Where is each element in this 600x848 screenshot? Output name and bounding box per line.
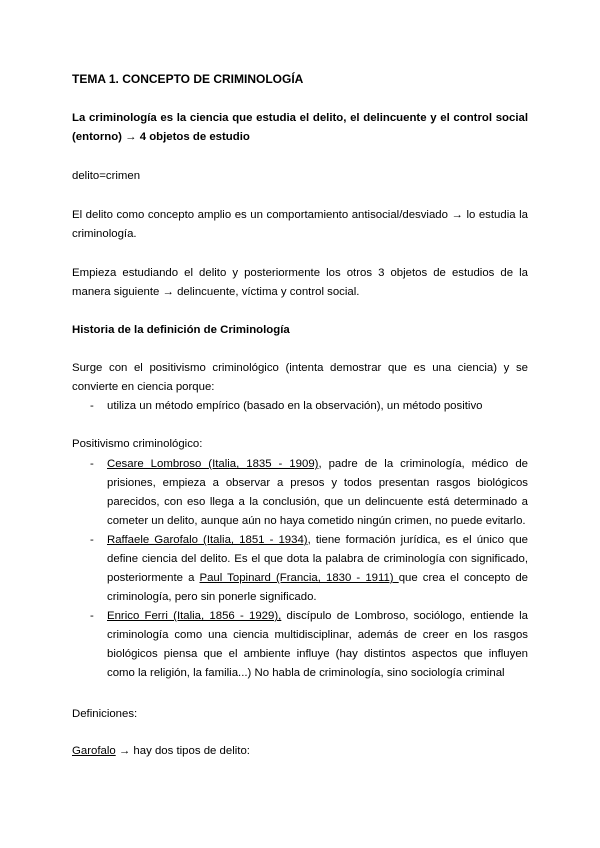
paragraph-delito: El delito como concepto amplio es un comportamiento antisocial/desviado → lo estudia la criminología. (72, 209, 528, 240)
equivalence-note: delito=crimen (72, 170, 141, 182)
authors-list (90, 455, 528, 683)
list-dash: - (90, 458, 94, 470)
list-dash: - (90, 610, 94, 622)
author-item-ferri (90, 607, 528, 683)
section-heading: Historia de la definición de Criminología (72, 324, 290, 336)
author-item-lombroso (90, 455, 528, 531)
author-name-garofalo: Raffaele Garofalo (Italia, 1851 - 1934) (107, 534, 308, 546)
author-text-garofalo: , tiene formación jurídica, es el único que define ciencia del delito. Es el que dota la palabra de criminología con significado, posteriormente a (107, 534, 529, 584)
list-dash: - (90, 534, 94, 546)
paragraph-surge: Surge con el positivismo criminológico (intenta demostrar que es una ciencia) y se convierte en ciencia porque: (72, 362, 528, 393)
page-title: TEMA 1. CONCEPTO DE CRIMINOLOGÍA (72, 72, 304, 86)
author-name-topinard: Paul Topinard (Francia, 1830 - 1911) (199, 572, 399, 584)
author-text-lombroso: , padre de la criminología, médico de prisiones, empieza a observar a presos y todos presentan rasgos biológicos parecidos, con eso llega a la conclusión, que un delincuente está determinado a cometer un delito, aunque aún no haya cometido ningún crimen, no puede evitarlo. (107, 458, 528, 527)
author-text-ferri: discípulo de Lombroso, sociólogo, entiende la criminología como una ciencia multidisciplinar, además de creer en los rasgos biológicos piensa que el ambiente influye (hay distintos aspectos que influyen como la religión, la familia...) No habla de criminología, sino sociología criminal (107, 610, 529, 679)
surge-list (90, 397, 528, 416)
list-dash: - (90, 400, 94, 412)
garofalo-reference: Garofalo (72, 745, 116, 757)
author-text-topinard: que crea el concepto de criminología, pero sin ponerle significado. (107, 572, 528, 603)
list-item-text: utiliza un método empírico (basado en la observación), un método positivo (107, 400, 483, 412)
positivismo-label: Positivismo criminológico: (72, 438, 203, 450)
author-name-lombroso: Cesare Lombroso (Italia, 1835 - 1909) (107, 458, 319, 470)
definiciones-label: Definiciones: (72, 708, 138, 720)
intro-definition: La criminología es la ciencia que estudia el delito, el delincuente y el control social (entorno) → 4 objetos de estudio (72, 112, 528, 143)
garofalo-line (72, 742, 528, 761)
paragraph-objetos: Empieza estudiando el delito y posteriormente los otros 3 objetos de estudios de la manera siguiente → delincuente, víctima y control social. (72, 267, 528, 298)
list-item (90, 397, 528, 416)
garofalo-text: → hay dos tipos de delito: (115, 745, 250, 757)
author-item-garofalo (90, 531, 528, 607)
author-name-ferri: Enrico Ferri (Italia, 1856 - 1929), (107, 610, 282, 622)
